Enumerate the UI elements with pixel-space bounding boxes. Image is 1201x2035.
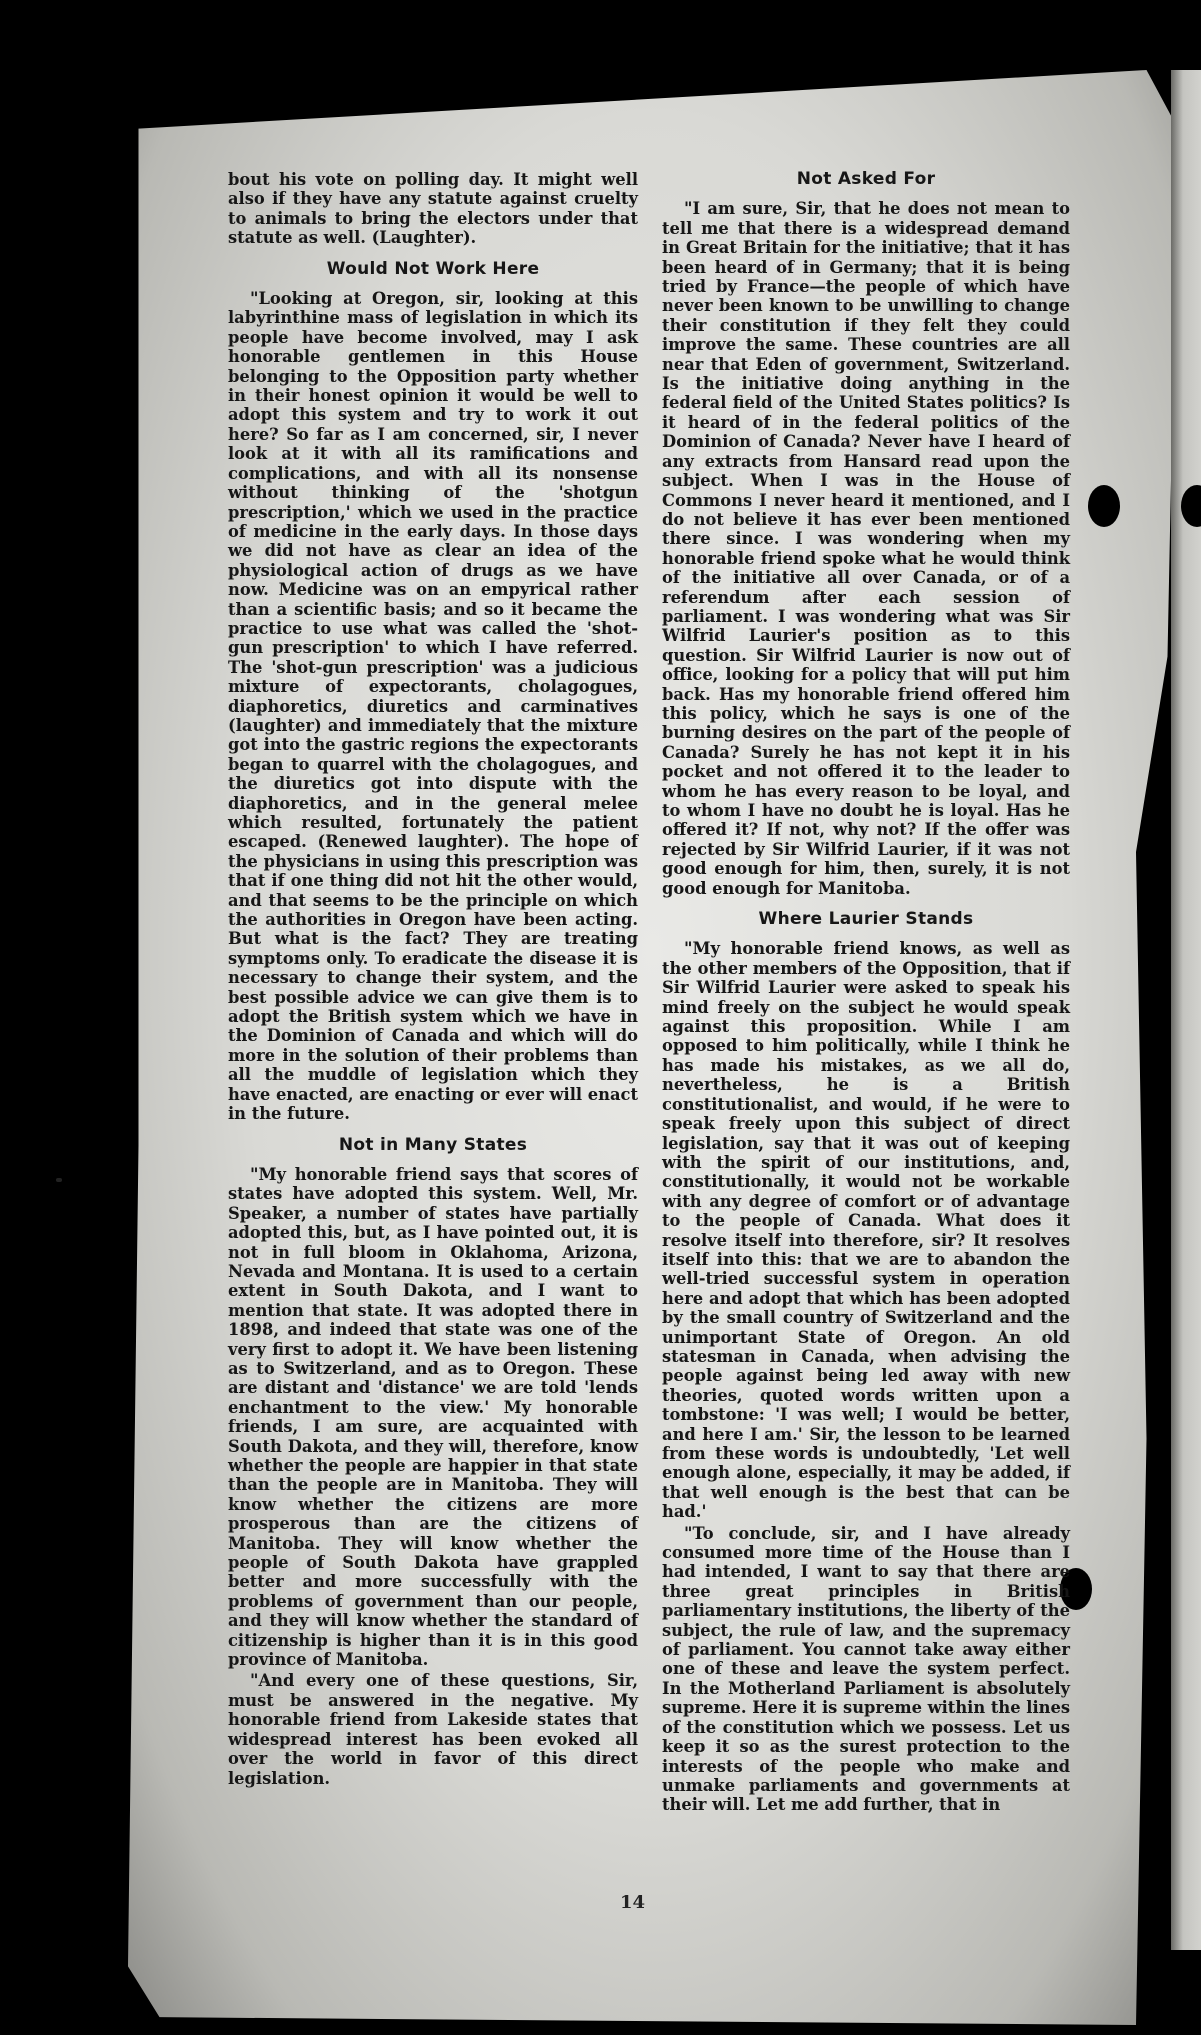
punch-hole bbox=[1088, 485, 1120, 527]
body-paragraph: "And every one of these questions, Sir, must be answered in the negative. My honorable friend from Lakeside states that widespread interest has been evoked all over the world in favor of this direct legislation. bbox=[228, 1671, 638, 1788]
adjacent-page-edge bbox=[1171, 70, 1201, 1950]
section-heading: Not Asked For bbox=[796, 169, 936, 189]
body-paragraph: "Looking at Oregon, sir, looking at this labyrinthine mass of legislation in which its people have become involved, may I ask honorable gentlemen in this House belonging to the Opposition party whether in their honest opinion it would be well to adopt this system and try to work it out here? So far as I am concerned, sir, I never look at it with all its ramifications and complications, and with all its nonsense without thinking of the 'shotgun prescription,' which we used in the practice of medicine in the early days. In those days we did not have as clear an idea of the physiological action of drugs as we have now. Medicine was on an empyrical rather than a scientific basis; and so it became the practice to use what was called the 'shot-gun prescription' to which I have referred. The 'shot-gun prescription' was a judicious mixture of expectorants, cholagogues, diaphoretics, diuretics and carminatives (laughter) and immediately that the mixture got into the gastric regions the expectorants began to quarrel with the cholagogues, and the diuretics got into dispute with the diaphoretics, and in the general melee which resulted, fortunately the patient escaped. (Renewed laughter). The hope of the physicians in using this prescription was that if one thing did not hit the other would, and that seems to be the principle on which the authorities in Oregon have been acting. But what is the fact? They are treating symptoms only. To eradicate the disease it is necessary to change their system, and the best possible advice we can give them is to adopt the British system which we have in the Dominion of Canada and which will do more in the solution of their problems than all the muddle of legislation which they have enacted, are enacting or ever will enact in the future. bbox=[228, 289, 638, 1124]
scan-speck bbox=[56, 1178, 62, 1182]
body-paragraph: "My honorable friend says that scores of states have adopted this system. Well, Mr. Speaker, a number of states have partially adopted this, but, as I have pointed out, it is not in full bloom in Oklahoma, Arizona, Nevada and Montana. It is used to a certain extent in South Dakota, and I want to mention that state. It was adopted there in 1898, and indeed that state was one of the very first to adopt it. We have been listening as to Switzerland, and as to Oregon. These are distant and 'distance' we are told 'lends enchantment to the view.' My honorable friends, I am sure, are acquainted with South Dakota, and they will, therefore, know whether the people are happier in that state than the people are in Manitoba. They will know whether the citizens are more prosperous than are the citizens of Manitoba. They will know whether the people of South Dakota have grappled better and more successfully with the problems of government than our people, and they will know whether the standard of citizenship is higher than it is in this good province of Manitoba. bbox=[228, 1164, 638, 1670]
section-heading: Would Not Work Here bbox=[326, 258, 540, 279]
right-column bbox=[662, 170, 1070, 1817]
page-number: 14 bbox=[620, 1892, 646, 1913]
body-paragraph: "I am sure, Sir, that he does not mean to tell me that there is a widespread demand in Great Britain for the initiative; that it has been heard of in Germany; that it is being tried by France—the people of which have never been known to be unwilling to change their constitution if they felt they could improve the same. These countries are all near that Eden of government, Switzerland. Is the initiative doing anything in the federal field of the United States politics? Is it heard of in the federal politics of the Dominion of Canada? Never have I heard of any extracts from Hansard read upon the subject. When I was in the House of Commons I never heard it mentioned, and I do not believe it has ever been mentioned there since. I was wondering when my honorable friend spoke what he would think of the initiative all over Canada, or of a referendum after each session of parliament. I was wondering what was Sir Wilfrid Laurier's position as to this question. Sir Wilfrid Laurier is now out of office, looking for a policy that will put him back. Has my honorable friend offered him this policy, which he says is one of the burning desires on the part of the people of Canada? Surely he has not kept it in his pocket and not offered it to the leader to whom he has every reason to be loyal, and to whom I have no doubt he is loyal. Has he offered it? If not, why not? If the offer was rejected by Sir Wilfrid Laurier, if it was not good enough for him, then, surely, it is not good enough for Manitoba. bbox=[662, 199, 1070, 898]
body-paragraph: "My honorable friend knows, as well as the other members of the Opposition, that if Sir Wilfrid Laurier were asked to speak his mind freely on the subject he would speak against this proposition. While I am opposed to him politically, while I think he has made his mistakes, as we all do, nevertheless, he is a British constitutionalist, and would, if he were to speak freely upon this subject of direct legislation, say that it was out of keeping with the spirit of our institutions, and, constitutionally, it would not be workable with any degree of comfort or of advantage to the people of Canada. What does it resolve itself into therefore, sir? It resolves itself into this: that we are to abandon the well-tried successful system in operation here and adopt that which has been adopted by the small country of Switzerland and the unimportant State of Oregon. An old statesman in Canada, when advising the people against being led away with new theories, quoted words written upon a tombstone: 'I was well; I would be better, and here I am.' Sir, the lesson to be learned from these words is undoubtedly, 'Let well enough alone, especially, it may be added, if that well enough is the best that can be had.' bbox=[662, 939, 1070, 1522]
intro-paragraph: bout his vote on polling day. It might well also if they have any statute against cruelty to animals to bring the electors under that statute as well. (Laughter). bbox=[228, 170, 638, 248]
body-paragraph: "To conclude, sir, and I have already consumed more time of the House than I had intended, I want to say that there are three great principles in British parliamentary institutions, the liberty of the subject, the rule of law, and the supremacy of parliament. You cannot take away either one of these and leave the system perfect. In the Motherland Parliament is absolutely supreme. Here it is supreme within the lines of the constitution which we possess. Let us keep it so as the surest protection to the interests of the people who make and unmake parliaments and governments at their will. Let me add further, that in bbox=[662, 1523, 1070, 1815]
left-column bbox=[228, 170, 638, 1790]
section-heading: Where Laurier Stands bbox=[758, 909, 974, 930]
section-heading: Not in Many States bbox=[338, 1134, 528, 1155]
